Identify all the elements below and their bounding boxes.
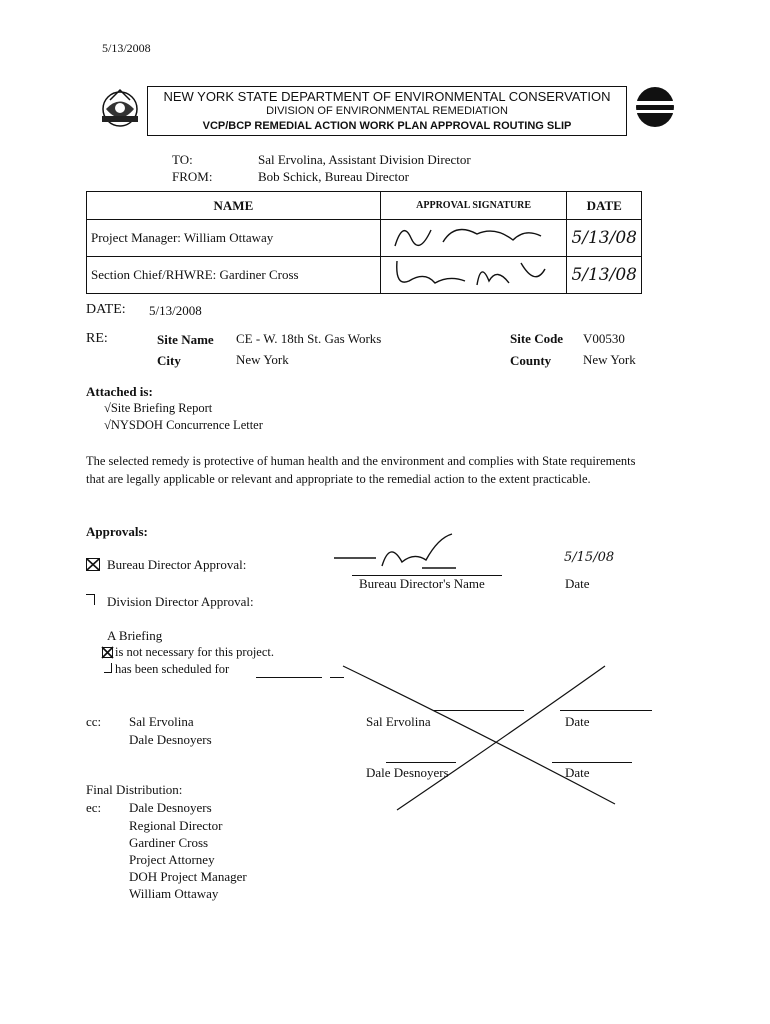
briefing-option-not-necessary: is not necessary for this project. bbox=[115, 645, 274, 659]
site-code-label: Site Code bbox=[510, 331, 564, 346]
distribution-name: Project Attorney bbox=[129, 852, 215, 867]
division-title: DIVISION OF ENVIRONMENTAL REMEDIATION bbox=[266, 105, 508, 117]
bureau-director-caption: Bureau Director's Name bbox=[359, 576, 485, 591]
header-box bbox=[147, 86, 627, 136]
re-label: RE: bbox=[86, 331, 108, 346]
cc-label: cc: bbox=[86, 714, 102, 729]
attachment-item: √NYSDOH Concurrence Letter bbox=[104, 418, 263, 432]
approvals-label: Approvals: bbox=[86, 524, 148, 539]
briefing-not-necessary-checkbox[interactable] bbox=[102, 647, 113, 658]
bureau-approval-date: 5/15/08 bbox=[564, 550, 615, 565]
signature-cell bbox=[380, 220, 567, 257]
col-date-header: DATE bbox=[567, 192, 642, 220]
site-name-value: CE - W. 18th St. Gas Works bbox=[236, 331, 382, 346]
county-value: New York bbox=[583, 352, 636, 367]
from-value: Bob Schick, Bureau Director bbox=[258, 169, 409, 184]
dec-logo bbox=[634, 84, 676, 130]
briefing-option-scheduled: has been scheduled for bbox=[115, 662, 230, 676]
division-approval-label: Division Director Approval: bbox=[107, 594, 254, 609]
approval-table bbox=[86, 191, 642, 294]
department-title: NEW YORK STATE DEPARTMENT OF ENVIRONMENTAL CONSERVATION bbox=[163, 89, 611, 104]
city-value: New York bbox=[236, 352, 289, 367]
final-distribution-label: Final Distribution: bbox=[86, 782, 183, 797]
distribution-name: Gardiner Cross bbox=[129, 835, 209, 850]
table-header-row bbox=[87, 192, 642, 220]
bureau-director-signature bbox=[330, 532, 470, 578]
row-date: 5/13/08 bbox=[567, 257, 642, 294]
table-row bbox=[87, 257, 642, 294]
site-code-value: V00530 bbox=[583, 331, 625, 346]
distribution-name: Regional Director bbox=[129, 818, 223, 833]
cc-name: Dale Desnoyers bbox=[129, 732, 212, 747]
cc-signer-1: Sal Ervolina bbox=[366, 714, 431, 729]
division-approval-checkbox[interactable] bbox=[86, 594, 95, 605]
briefing-label: A Briefing bbox=[107, 628, 163, 643]
to-value: Sal Ervolina, Assistant Division Director bbox=[258, 152, 471, 167]
slip-title: VCP/BCP REMEDIAL ACTION WORK PLAN APPROVAL ROUTING SLIP bbox=[202, 120, 572, 132]
to-label: TO: bbox=[172, 152, 193, 167]
bureau-approval-label: Bureau Director Approval: bbox=[107, 557, 247, 572]
city-label: City bbox=[157, 353, 181, 368]
row-name: Project Manager: William Ottaway bbox=[87, 220, 381, 257]
table-row bbox=[87, 220, 642, 257]
distribution-name: DOH Project Manager bbox=[129, 869, 247, 884]
remedy-statement: The selected remedy is protective of human health and the environment and complies with State requirements that are legally applicable or relevant and appropriate to the remedial action to the extent practicable. bbox=[86, 454, 636, 486]
distribution-name: William Ottaway bbox=[129, 886, 219, 901]
handwritten-signature bbox=[385, 220, 555, 252]
attachment-item: √Site Briefing Report bbox=[104, 401, 213, 415]
date-value: 5/13/2008 bbox=[149, 303, 202, 318]
row-name: Section Chief/RHWRE: Gardiner Cross bbox=[87, 257, 381, 294]
signature-cell bbox=[380, 257, 567, 294]
nys-seal-logo bbox=[96, 86, 144, 132]
col-signature-header: APPROVAL SIGNATURE bbox=[380, 192, 567, 220]
document-date: 5/13/2008 bbox=[102, 41, 151, 55]
col-name-header: NAME bbox=[87, 192, 381, 220]
cc-date-caption: Date bbox=[565, 714, 590, 729]
cc-date-caption: Date bbox=[565, 765, 590, 780]
row-date: 5/13/08 bbox=[567, 220, 642, 257]
cc-name: Sal Ervolina bbox=[129, 714, 194, 729]
bureau-approval-checkbox[interactable] bbox=[86, 558, 100, 571]
bureau-date-caption: Date bbox=[565, 576, 590, 591]
strike-through-mark bbox=[335, 660, 635, 820]
cc-signer-2: Dale Desnoyers bbox=[366, 765, 449, 780]
handwritten-signature bbox=[385, 257, 555, 289]
briefing-date-blank bbox=[256, 677, 322, 678]
briefing-scheduled-checkbox[interactable] bbox=[104, 663, 112, 673]
final-ec-label: ec: bbox=[86, 800, 102, 815]
county-label: County bbox=[510, 353, 552, 368]
from-label: FROM: bbox=[172, 169, 213, 184]
date-label: DATE: bbox=[86, 302, 126, 317]
distribution-name: Dale Desnoyers bbox=[129, 800, 212, 815]
site-name-label: Site Name bbox=[157, 332, 214, 347]
attached-label: Attached is: bbox=[86, 384, 153, 399]
